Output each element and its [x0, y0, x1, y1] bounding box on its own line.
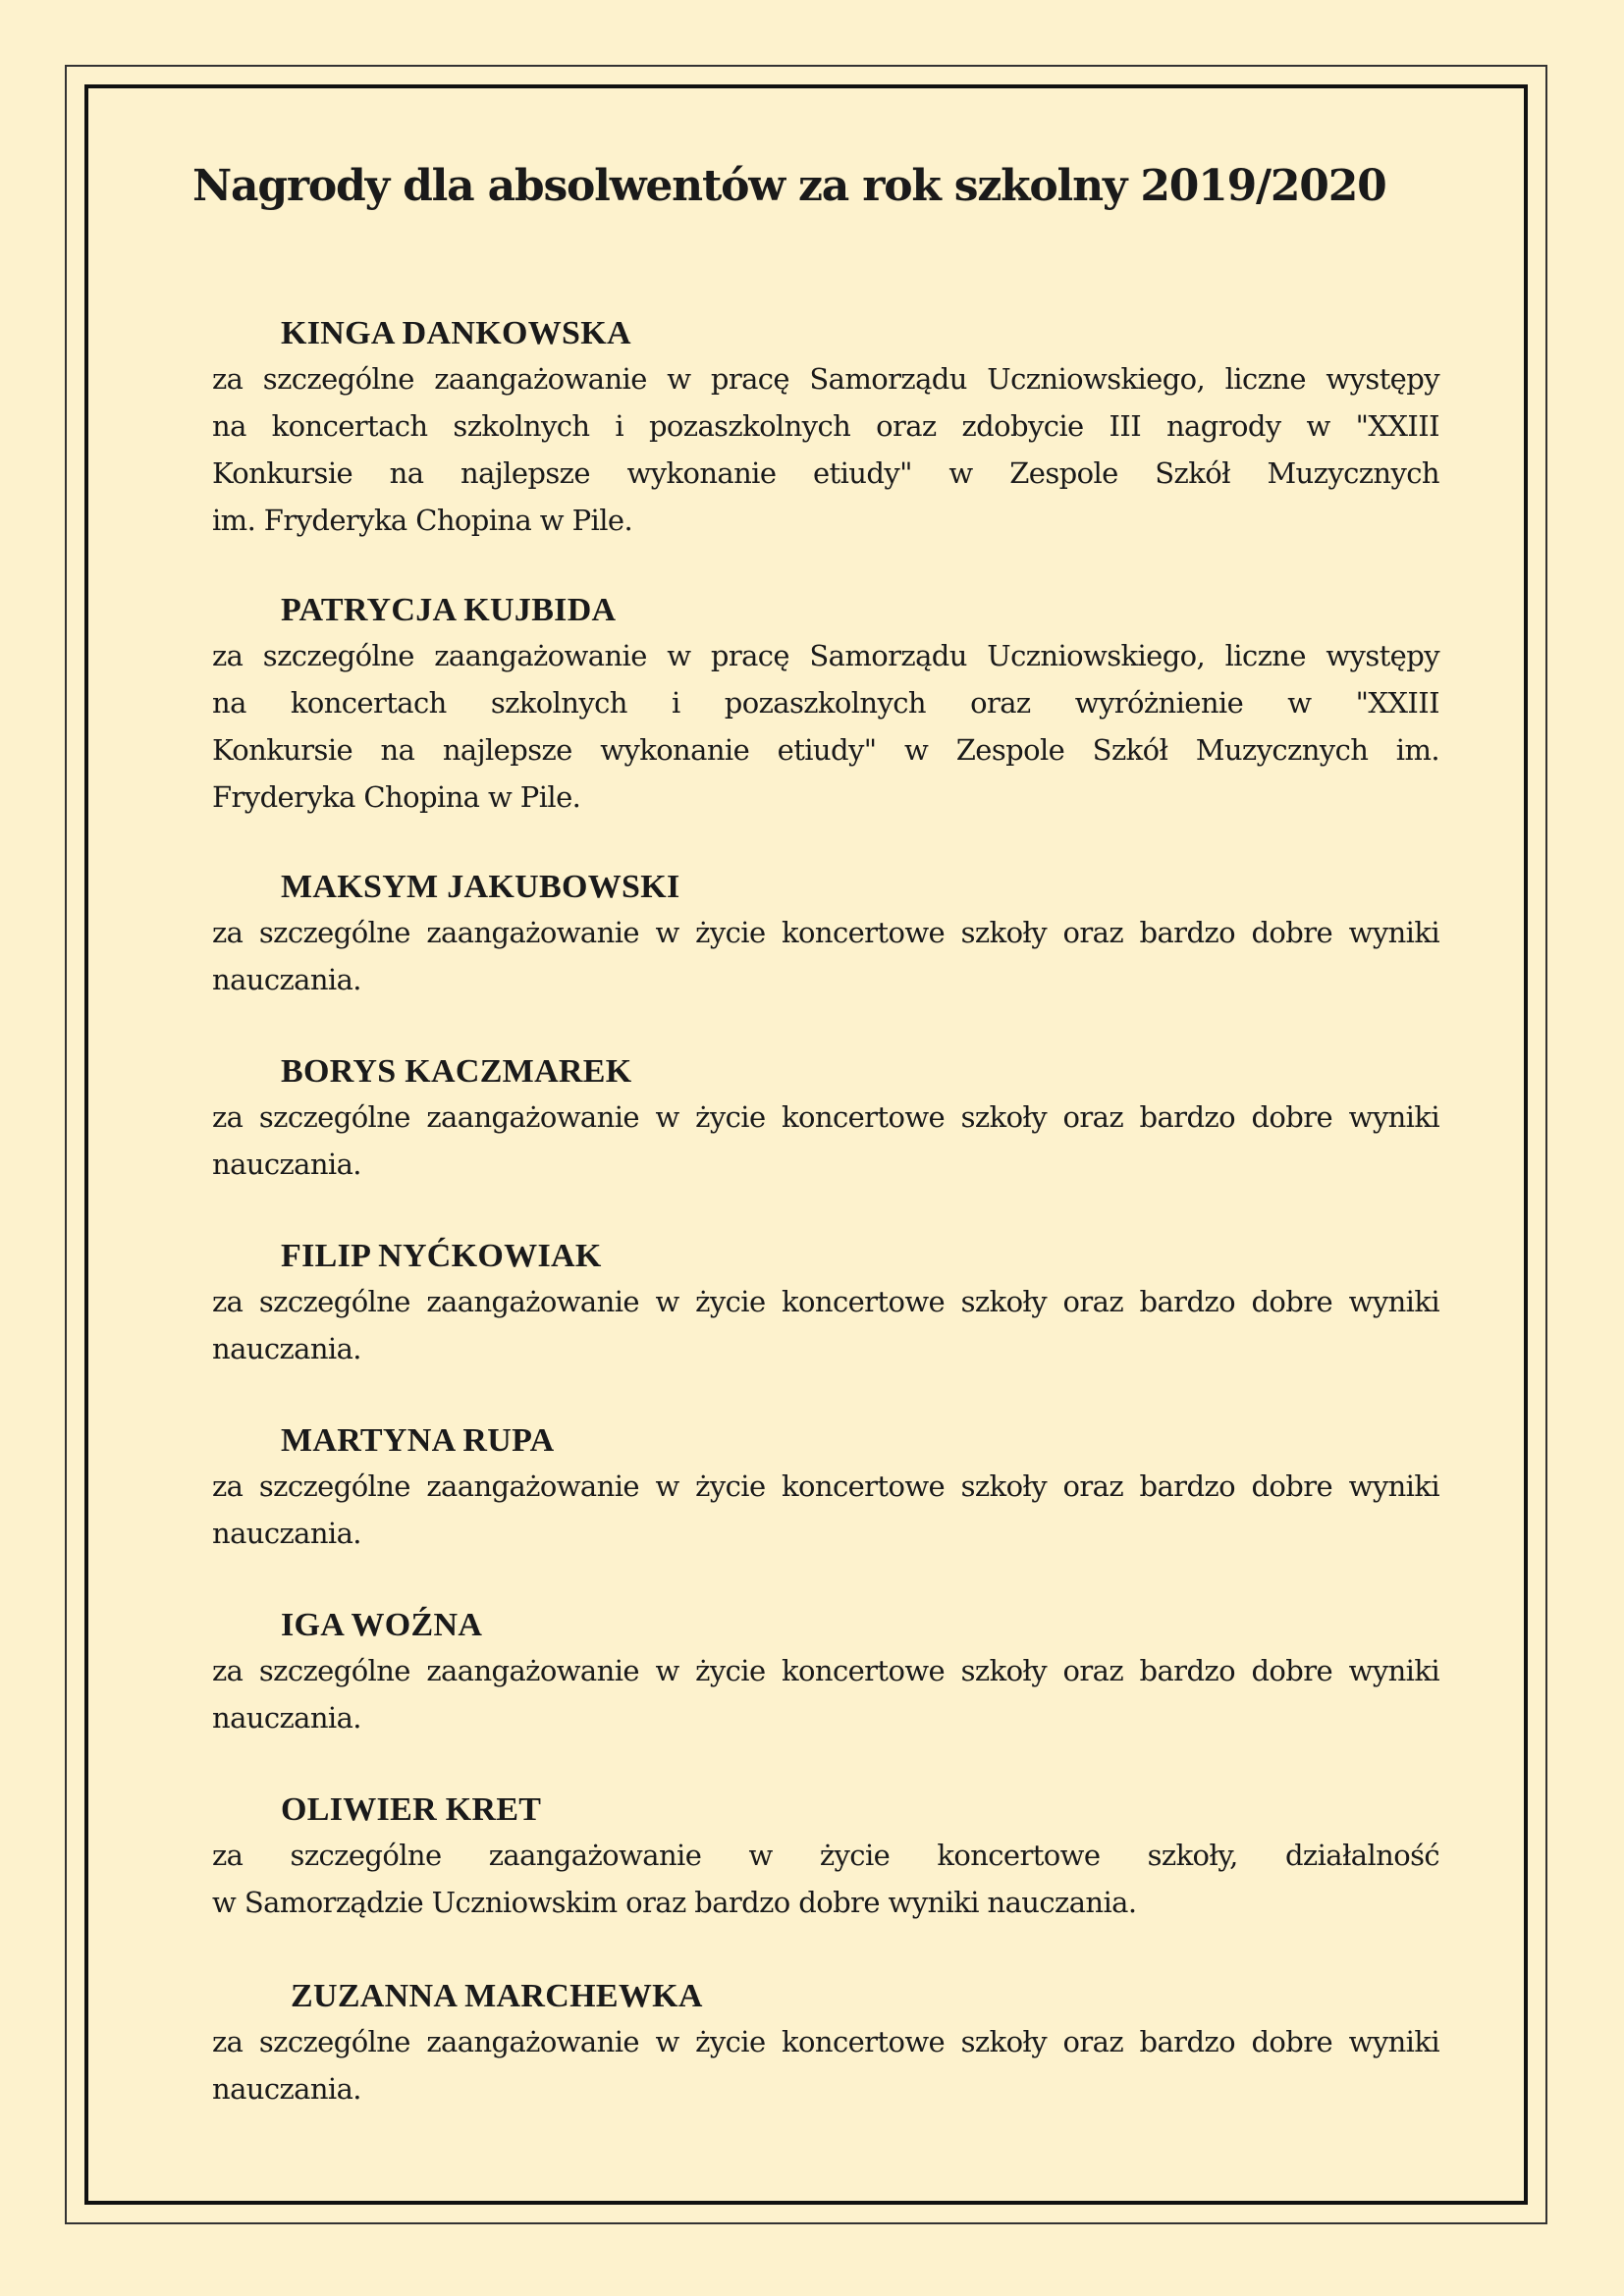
award-entry — [212, 1419, 1439, 1557]
award-description-line: za szczególne zaangażowanie w pracę Samorządu Uczniowskiego, liczne występy — [212, 362, 1439, 396]
awardee-name: OLIWIER KRET — [281, 1791, 542, 1828]
award-description-line: za szczególne zaangażowanie w życie koncertowe szkoły oraz bardzo dobre wyniki — [212, 1100, 1439, 1134]
award-description-line: Konkursie na najlepsze wykonanie etiudy" w Zespole Szkół Muzycznych — [212, 456, 1439, 490]
award-description-line: nauczania. — [212, 2072, 361, 2106]
award-entry — [212, 312, 1439, 544]
award-description-line: w Samorządzie Uczniowskim oraz bardzo dobre wyniki nauczania. — [212, 1886, 1137, 1919]
award-description-line: za szczególne zaangażowanie w życie koncertowe szkoły oraz bardzo dobre wyniki — [212, 1469, 1439, 1503]
award-description-line: na koncertach szkolnych i pozaszkolnych oraz zdobycie III nagrody w "XXIII — [212, 409, 1439, 443]
award-description-line: nauczania. — [212, 963, 361, 996]
award-description-line: za szczególne zaangażowanie w życie koncertowe szkoły, działalność — [212, 1839, 1439, 1872]
awardee-name: ZUZANNA MARCHEWKA — [291, 1978, 703, 2014]
award-description-line: im. Fryderyka Chopina w Pile. — [212, 504, 633, 537]
award-description-line: za szczególne zaangażowanie w życie koncertowe szkoły oraz bardzo dobre wyniki — [212, 916, 1439, 949]
awardee-name: MARTYNA RUPA — [281, 1422, 555, 1459]
award-description-line: za szczególne zaangażowanie w pracę Samorządu Uczniowskiego, liczne występy — [212, 639, 1439, 672]
award-entry — [212, 1604, 1439, 1741]
award-description-line: za szczególne zaangażowanie w życie koncertowe szkoły oraz bardzo dobre wyniki — [212, 2025, 1439, 2058]
award-description-line: nauczania. — [212, 1148, 361, 1181]
award-description-line: za szczególne zaangażowanie w życie koncertowe szkoły oraz bardzo dobre wyniki — [212, 1654, 1439, 1687]
award-entry — [212, 1050, 1439, 1188]
award-entry — [212, 866, 1439, 1003]
award-description-line: Fryderyka Chopina w Pile. — [212, 780, 581, 814]
awardee-name: MAKSYM JAKUBOWSKI — [281, 869, 680, 905]
award-description-line: Konkursie na najlepsze wykonanie etiudy" w Zespole Szkół Muzycznych im. — [212, 733, 1439, 767]
award-entry — [212, 589, 1439, 821]
award-description-line: za szczególne zaangażowanie w życie koncertowe szkoły oraz bardzo dobre wyniki — [212, 1285, 1439, 1318]
award-entry — [212, 1235, 1439, 1372]
awardee-name: PATRYCJA KUJBIDA — [281, 592, 617, 628]
awardee-name: BORYS KACZMAREK — [281, 1053, 632, 1090]
awardee-name: FILIP NYĆKOWIAK — [281, 1238, 602, 1274]
page-title: Nagrody dla absolwentów za rok szkolny 2019/2020 — [192, 161, 1386, 211]
award-description-line: nauczania. — [212, 1517, 361, 1550]
award-description-line: na koncertach szkolnych i pozaszkolnych oraz wyróżnienie w "XXIII — [212, 686, 1439, 720]
awardee-name: IGA WOŹNA — [281, 1607, 483, 1643]
awardee-name: KINGA DANKOWSKA — [281, 315, 631, 351]
award-entry — [212, 1975, 1439, 2112]
award-description-line: nauczania. — [212, 1332, 361, 1365]
award-description-line: nauczania. — [212, 1701, 361, 1735]
award-entry — [212, 1789, 1439, 1926]
